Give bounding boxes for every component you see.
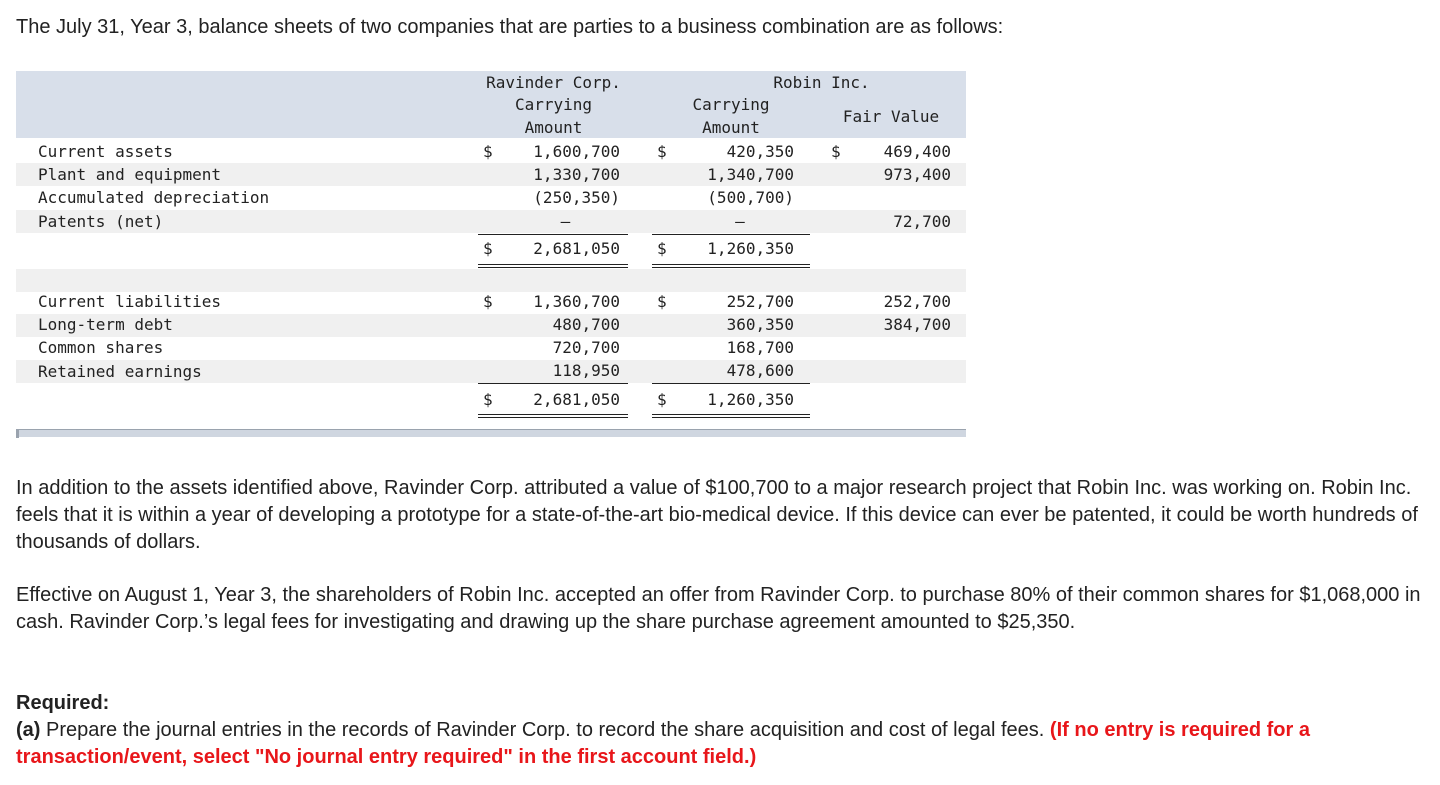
- paragraph-share-offer: Effective on August 1, Year 3, the shareholders of Robin Inc. accepted an offer from Ravinder Corp. to purchase 80% of their common shares for $1,068,000 in cash. Ravinder Corp.’s legal fees for investigating and drawing up the share purchase agreement amounted to $25,350.: [16, 584, 1421, 633]
- required-note: (If no entry is required for a transaction/event, select "No journal entry required" in the first account field.): [16, 719, 1310, 768]
- ravinder-assets-total: 2,681,050: [533, 239, 620, 258]
- fair-value: 973,400: [883, 165, 951, 184]
- total-double-rule: [652, 414, 810, 415]
- dollar-sign: $: [657, 142, 667, 161]
- dollar-sign: $: [657, 239, 667, 258]
- table-bottom-bar: [16, 429, 966, 437]
- intro-text: The July 31, Year 3, balance sheets of two companies that are parties to a business combination are as follows:: [16, 16, 1004, 38]
- robin-value: 420,350: [726, 142, 794, 161]
- header-robin: Robin Inc.: [773, 73, 870, 92]
- total-double-rule: [652, 264, 810, 265]
- required-part-label: (a): [16, 719, 41, 741]
- dollar-sign: $: [483, 292, 493, 311]
- robin-value: 252,700: [726, 292, 794, 311]
- row-label: Long-term debt: [38, 315, 173, 334]
- ravinder-value: –: [560, 212, 571, 231]
- header-ravinder: Ravinder Corp.: [486, 73, 621, 92]
- header-robin-carrying: Carrying: [692, 95, 770, 114]
- dollar-sign: $: [483, 239, 493, 258]
- ravinder-value: 480,700: [552, 315, 620, 334]
- dollar-sign: $: [483, 142, 493, 161]
- robin-value: (500,700): [707, 188, 794, 207]
- required-title: Required:: [16, 692, 110, 714]
- robin-value: 478,600: [726, 361, 794, 380]
- total-double-rule: [478, 264, 628, 265]
- ravinder-value: 118,950: [552, 361, 620, 380]
- total-double-rule: [478, 414, 628, 415]
- robin-value: –: [735, 212, 745, 231]
- robin-value: 1,340,700: [707, 165, 794, 184]
- ravinder-value: 1,360,700: [533, 292, 620, 311]
- robin-value: 360,350: [726, 315, 794, 334]
- dollar-sign: $: [831, 142, 841, 161]
- ravinder-liabilities-total: 2,681,050: [533, 390, 620, 409]
- ravinder-value: (250,350): [533, 188, 620, 207]
- subtotal-rule: [652, 234, 810, 235]
- subtotal-rule: [652, 383, 810, 384]
- robin-liabilities-total: 1,260,350: [707, 390, 794, 409]
- fair-value: 72,700: [893, 212, 951, 231]
- row-label: Current liabilities: [38, 292, 222, 311]
- dollar-sign: $: [483, 390, 493, 409]
- row-label: Patents (net): [38, 212, 164, 231]
- row-label: Current assets: [38, 142, 173, 161]
- ravinder-value: 1,330,700: [533, 165, 620, 184]
- header-robin-amount: Amount: [702, 118, 760, 137]
- robin-assets-total: 1,260,350: [707, 239, 794, 258]
- fair-value: 469,400: [883, 142, 951, 161]
- header-ravinder-carrying: Carrying: [514, 95, 593, 114]
- required-instruction: [16, 717, 1426, 771]
- row-label: Accumulated depreciation: [38, 188, 270, 207]
- dollar-sign: $: [657, 292, 667, 311]
- subtotal-rule: [478, 383, 628, 384]
- header-fair-value: Fair Value: [842, 107, 940, 126]
- header-ravinder-amount: Amount: [524, 118, 583, 137]
- balance-sheet-table: [16, 71, 966, 438]
- required-text: Prepare the journal entries in the records of Ravinder Corp. to record the share acquisition and cost of legal fees.: [46, 719, 1045, 741]
- row-label: Plant and equipment: [38, 165, 222, 184]
- row-label: Common shares: [38, 338, 164, 357]
- paragraph-research-project: In addition to the assets identified above, Ravinder Corp. attributed a value of $100,700 to a major research project that Robin Inc. was working on. Robin Inc. feels that it is within a year of developing a prototype for a state-of-the-art bio-medical device. If this device can ever be patented, it could be worth hundreds of thousands of dollars.: [16, 477, 1418, 553]
- ravinder-value: 1,600,700: [533, 142, 620, 161]
- required-section: [16, 690, 1426, 771]
- dollar-sign: $: [657, 390, 667, 409]
- subtotal-rule: [478, 234, 628, 235]
- fair-value: 384,700: [883, 315, 951, 334]
- ravinder-value: 720,700: [552, 338, 620, 357]
- row-label: Retained earnings: [38, 362, 202, 381]
- robin-value: 168,700: [726, 338, 794, 357]
- fair-value: 252,700: [883, 292, 951, 311]
